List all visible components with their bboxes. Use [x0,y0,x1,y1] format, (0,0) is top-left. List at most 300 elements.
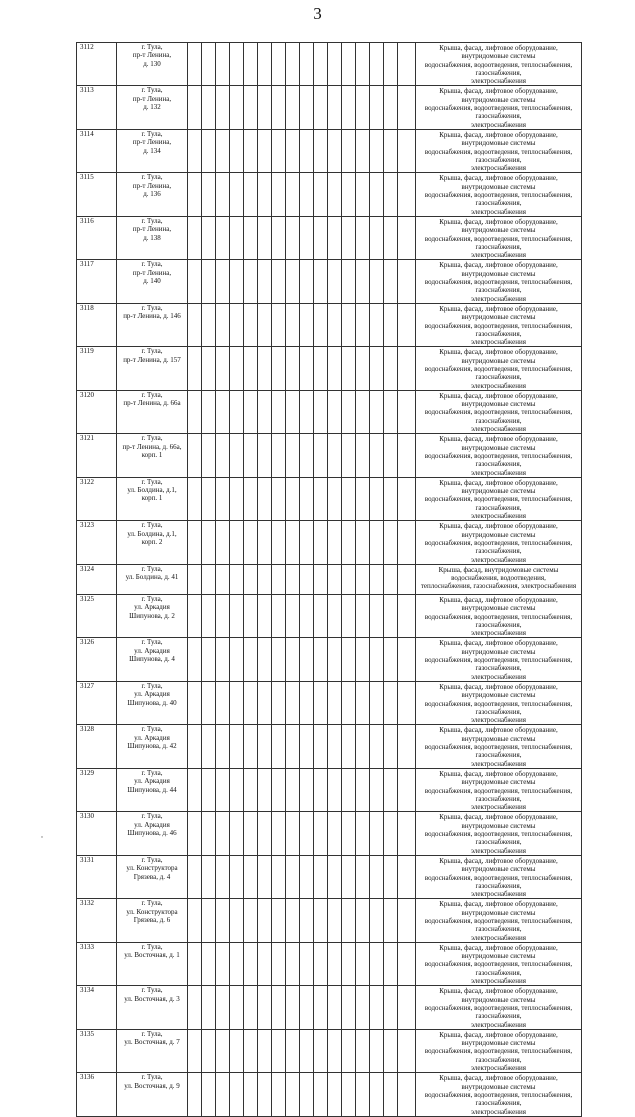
empty-cell [342,855,356,898]
works-line: Крыша, фасад, лифтовое оборудование, внутридомовые системы [439,813,558,830]
address-line: д. 138 [143,233,161,242]
empty-cell [342,173,356,216]
address-cell [117,390,188,433]
row-number-cell: 3132 [77,899,117,942]
empty-cell [202,681,216,724]
address-line: Шипунова, д. 46 [127,829,177,838]
works-line: Крыша, фасад, лифтовое оборудование, внутридомовые системы [439,44,558,61]
empty-cell [300,564,314,594]
empty-cell [202,260,216,303]
empty-cell [188,86,202,129]
works-line: водоснабжения, водоотведения, теплоснабжения, газоснабжения, [424,60,573,77]
empty-cell [202,521,216,564]
empty-cell [286,173,300,216]
address-line: пр-т Ленина, [132,268,172,277]
empty-cell [342,725,356,768]
works-line: водоснабжения, водоотведения, теплоснабжения, газоснабжения, [424,104,573,121]
address-line: г. Тула, [141,899,163,908]
works-cell [416,681,582,724]
empty-cell [398,768,416,811]
address-cell [117,986,188,1029]
works-line: электроснабжения [470,381,526,390]
empty-cell [300,260,314,303]
table-row [77,303,582,346]
works-line: Крыша, фасад, лифтовое оборудование, внутридомовые системы [439,900,558,917]
empty-cell [356,725,370,768]
empty-cell [258,681,272,724]
works-cell [416,434,582,477]
address-line: г. Тула, [141,477,163,486]
works-cell [416,768,582,811]
works-line: Крыша, фасад, лифтовое оборудование, внутридомовые системы [439,639,558,656]
empty-cell [230,86,244,129]
empty-cell [314,681,328,724]
address-line: г. Тула, [141,725,163,734]
empty-cell [398,43,416,86]
works-cell [416,521,582,564]
empty-cell [398,595,416,638]
empty-cell [370,1073,384,1116]
empty-cell [300,725,314,768]
empty-cell [286,725,300,768]
empty-cell [188,725,202,768]
empty-cell [384,303,398,346]
empty-cell [188,986,202,1029]
page-number: 3 [313,4,322,23]
works-cell [416,1029,582,1072]
empty-cell [384,260,398,303]
address-cell [117,1029,188,1072]
address-line: ул. Аркадия [134,777,170,786]
table-row [77,595,582,638]
empty-cell [356,986,370,1029]
empty-cell [300,595,314,638]
works-line: водоснабжения, водоотведения, теплоснабжения, газоснабжения, [424,612,573,629]
empty-cell [342,434,356,477]
address-line: г. Тула, [141,86,163,95]
empty-cell [384,899,398,942]
row-number-cell: 3113 [77,86,117,129]
empty-cell [328,347,342,390]
empty-cell [356,434,370,477]
address-line: ул. Болдина, д.1, [127,529,177,538]
empty-cell [342,986,356,1029]
empty-cell [356,638,370,681]
empty-cell [244,1029,258,1072]
empty-cell [384,477,398,520]
table-row [77,1029,582,1072]
empty-cell [244,595,258,638]
empty-cell [328,812,342,855]
empty-cell [300,434,314,477]
empty-cell [230,216,244,259]
works-cell [416,986,582,1029]
empty-cell [398,812,416,855]
empty-cell [216,768,230,811]
empty-cell [244,942,258,985]
empty-cell [314,43,328,86]
empty-cell [328,173,342,216]
empty-cell [384,347,398,390]
empty-cell [314,1029,328,1072]
works-line: Крыша, фасад, лифтовое оборудование, внутридомовые системы [439,1074,558,1091]
empty-cell [384,564,398,594]
empty-cell [398,216,416,259]
works-line: Крыша, фасад, лифтовое оборудование, внутридомовые системы [439,348,558,365]
empty-cell [286,564,300,594]
empty-cell [188,260,202,303]
empty-cell [398,1029,416,1072]
empty-cell [258,725,272,768]
empty-cell [230,303,244,346]
empty-cell [314,434,328,477]
empty-cell [202,855,216,898]
works-line: электроснабжения [470,1064,526,1073]
table-row [77,347,582,390]
empty-cell [370,725,384,768]
empty-cell [300,899,314,942]
empty-cell [216,812,230,855]
empty-cell [230,725,244,768]
works-line: теплоснабжения, газоснабжения, электроснабжения [420,582,577,591]
empty-cell [258,86,272,129]
empty-cell [202,899,216,942]
row-number-cell: 3119 [77,347,117,390]
address-line: пр-т Ленина, д. 66а [123,399,181,408]
empty-cell [384,1073,398,1116]
empty-cell [286,260,300,303]
empty-cell [342,564,356,594]
empty-cell [356,899,370,942]
works-line: водоснабжения, водоотведения, теплоснабжения, газоснабжения, [424,278,573,295]
empty-cell [286,477,300,520]
empty-cell [356,812,370,855]
empty-cell [370,1029,384,1072]
empty-cell [202,638,216,681]
empty-cell [342,681,356,724]
empty-cell [356,521,370,564]
works-line: Крыша, фасад, лифтовое оборудование, внутридомовые системы [439,682,558,700]
empty-cell [328,1073,342,1116]
empty-cell [244,638,258,681]
address-line: г. Тула, [141,768,163,777]
empty-cell [314,303,328,346]
empty-cell [188,595,202,638]
empty-cell [328,521,342,564]
table-row [77,564,582,594]
table-row [77,216,582,259]
empty-cell [370,216,384,259]
empty-cell [300,768,314,811]
empty-cell [216,347,230,390]
works-line: Крыша, фасад, лифтовое оборудование, внутридомовые системы [439,856,558,874]
empty-cell [272,564,286,594]
table-row [77,725,582,768]
table-row [77,390,582,433]
empty-cell [286,855,300,898]
empty-cell [258,899,272,942]
empty-cell [314,347,328,390]
empty-cell [328,564,342,594]
empty-cell [384,595,398,638]
empty-cell [356,477,370,520]
empty-cell [398,303,416,346]
empty-cell [384,681,398,724]
empty-cell [202,173,216,216]
empty-cell [216,1029,230,1072]
empty-cell [286,129,300,172]
empty-cell [328,260,342,303]
empty-cell [272,173,286,216]
empty-cell [258,1073,272,1116]
works-line: электроснабжения [470,512,526,521]
empty-cell [230,434,244,477]
address-cell [117,681,188,724]
empty-cell [272,129,286,172]
address-cell [117,855,188,898]
empty-cell [314,173,328,216]
empty-cell [384,768,398,811]
empty-cell [356,1029,370,1072]
table-row [77,812,582,855]
empty-cell [356,303,370,346]
address-line: г. Тула, [141,1029,163,1038]
empty-cell [272,86,286,129]
empty-cell [328,434,342,477]
works-line: электроснабжения [470,555,526,564]
works-line: водоснабжения, водоотведения, теплоснабжения, газоснабжения, [424,1090,573,1108]
empty-cell [188,216,202,259]
empty-cell [342,347,356,390]
empty-cell [188,681,202,724]
empty-cell [188,942,202,985]
empty-cell [216,303,230,346]
empty-cell [188,390,202,433]
empty-cell [286,812,300,855]
works-line: водоснабжения, водоотведения, теплоснабжения, газоснабжения, [424,960,573,977]
empty-cell [328,477,342,520]
empty-cell [286,1029,300,1072]
empty-cell [398,521,416,564]
works-line: водоснабжения, водоотведения, теплоснабжения, газоснабжения, [424,538,573,556]
empty-cell [314,129,328,172]
empty-cell [328,899,342,942]
empty-cell [230,681,244,724]
empty-cell [272,986,286,1029]
empty-cell [272,303,286,346]
address-line: пр-т Ленина, д. 157 [123,355,181,364]
empty-cell [342,1029,356,1072]
works-line: Крыша, фасад, внутридомовые системы водоснабжения, водоотведения, [438,565,559,583]
empty-cell [370,434,384,477]
empty-cell [356,347,370,390]
address-cell [117,173,188,216]
empty-cell [244,855,258,898]
table-row [77,1073,582,1116]
address-line: г. Тула, [141,173,163,182]
empty-cell [188,812,202,855]
empty-cell [230,260,244,303]
address-line: д. 132 [143,103,161,112]
empty-cell [384,129,398,172]
empty-cell [398,942,416,985]
empty-cell [272,260,286,303]
works-cell [416,303,582,346]
works-cell [416,260,582,303]
address-line: г. Тула, [141,638,163,647]
address-cell [117,434,188,477]
empty-cell [398,434,416,477]
address-line: ул. Восточная, д. 3 [124,994,180,1003]
empty-cell [370,173,384,216]
empty-cell [342,768,356,811]
works-cell [416,942,582,985]
empty-cell [230,768,244,811]
empty-cell [258,564,272,594]
table-row [77,942,582,985]
empty-cell [384,43,398,86]
empty-cell [314,260,328,303]
empty-cell [202,347,216,390]
address-cell [117,768,188,811]
empty-cell [356,768,370,811]
table-row [77,855,582,898]
empty-cell [356,86,370,129]
table-row [77,986,582,1029]
row-number-cell: 3121 [77,434,117,477]
empty-cell [230,521,244,564]
empty-cell [188,477,202,520]
address-line: д. 130 [143,59,161,68]
empty-cell [258,638,272,681]
works-line: Крыша, фасад, лифтовое оборудование, внутридомовые системы [439,304,558,322]
row-number-cell: 3118 [77,303,117,346]
row-number-cell: 3115 [77,173,117,216]
empty-cell [216,216,230,259]
works-cell [416,390,582,433]
empty-cell [328,1029,342,1072]
empty-cell [230,855,244,898]
empty-cell [244,477,258,520]
address-cell [117,129,188,172]
empty-cell [286,681,300,724]
empty-cell [188,564,202,594]
empty-cell [328,303,342,346]
works-line: водоснабжения, водоотведения, теплоснабжения, газоснабжения, [424,321,573,338]
row-number-cell: 3136 [77,1073,117,1116]
works-line: Крыша, фасад, лифтовое оборудование, внутридомовые системы [439,943,558,961]
empty-cell [216,477,230,520]
address-line: г. Тула, [141,855,163,864]
empty-cell [272,768,286,811]
address-line: Грязева, д. 6 [133,915,171,924]
empty-cell [272,521,286,564]
works-line: электроснабжения [470,207,526,216]
empty-cell [384,173,398,216]
works-line: водоснабжения, водоотведения, теплоснабжения, газоснабжения, [424,191,573,208]
works-cell [416,638,582,681]
address-cell [117,303,188,346]
address-line: ул. Конструктора [126,864,178,873]
empty-cell [300,129,314,172]
empty-cell [314,638,328,681]
works-cell [416,347,582,390]
address-cell [117,521,188,564]
empty-cell [258,303,272,346]
address-line: ул. Аркадия [134,603,170,612]
works-line: Крыша, фасад, лифтовое оборудование, внутридомовые системы [439,522,558,539]
works-line: Крыша, фасад, лифтовое оборудование, внутридомовые системы [439,1030,558,1048]
empty-cell [384,812,398,855]
empty-cell [384,986,398,1029]
empty-cell [272,681,286,724]
table-row [77,521,582,564]
empty-cell [328,86,342,129]
table-row [77,768,582,811]
empty-cell [356,216,370,259]
empty-cell [230,595,244,638]
address-line: Шипунова, д. 40 [127,698,177,707]
address-line: г. Тула, [141,595,163,603]
empty-cell [202,390,216,433]
empty-cell [314,521,328,564]
empty-cell [258,43,272,86]
table-row [77,173,582,216]
works-line: электроснабжения [470,672,526,681]
works-line: электроснабжения [470,1020,526,1029]
empty-cell [272,216,286,259]
empty-cell [202,303,216,346]
empty-cell [216,260,230,303]
address-line: ул. Восточная, д. 1 [124,951,180,960]
empty-cell [286,899,300,942]
empty-cell [216,434,230,477]
empty-cell [202,725,216,768]
empty-cell [258,216,272,259]
row-number-cell: 3133 [77,942,117,985]
works-line: электроснабжения [470,803,526,812]
empty-cell [398,564,416,594]
address-line: ул. Конструктора [126,907,178,916]
empty-cell [216,595,230,638]
works-line: водоснабжения, водоотведения, теплоснабжения, газоснабжения, [424,743,573,760]
empty-cell [300,477,314,520]
empty-cell [356,43,370,86]
address-line: Шипунова, д. 42 [127,742,177,751]
table-row [77,681,582,724]
empty-cell [272,595,286,638]
empty-cell [188,173,202,216]
address-cell [117,899,188,942]
works-line: водоснабжения, водоотведения, теплоснабжения, газоснабжения, [424,786,573,803]
empty-cell [314,812,328,855]
works-line: водоснабжения, водоотведения, теплоснабжения, газоснабжения, [424,830,573,847]
empty-cell [272,638,286,681]
empty-cell [216,43,230,86]
empty-cell [216,390,230,433]
empty-cell [244,260,258,303]
works-line: Крыша, фасад, лифтовое оборудование, внутридомовые системы [439,261,558,278]
address-cell [117,260,188,303]
works-line: Крыша, фасад, лифтовое оборудование, внутридомовые системы [439,478,558,496]
empty-cell [300,986,314,1029]
empty-cell [216,899,230,942]
empty-cell [398,1073,416,1116]
empty-cell [188,521,202,564]
empty-cell [258,521,272,564]
empty-cell [370,899,384,942]
empty-cell [244,303,258,346]
